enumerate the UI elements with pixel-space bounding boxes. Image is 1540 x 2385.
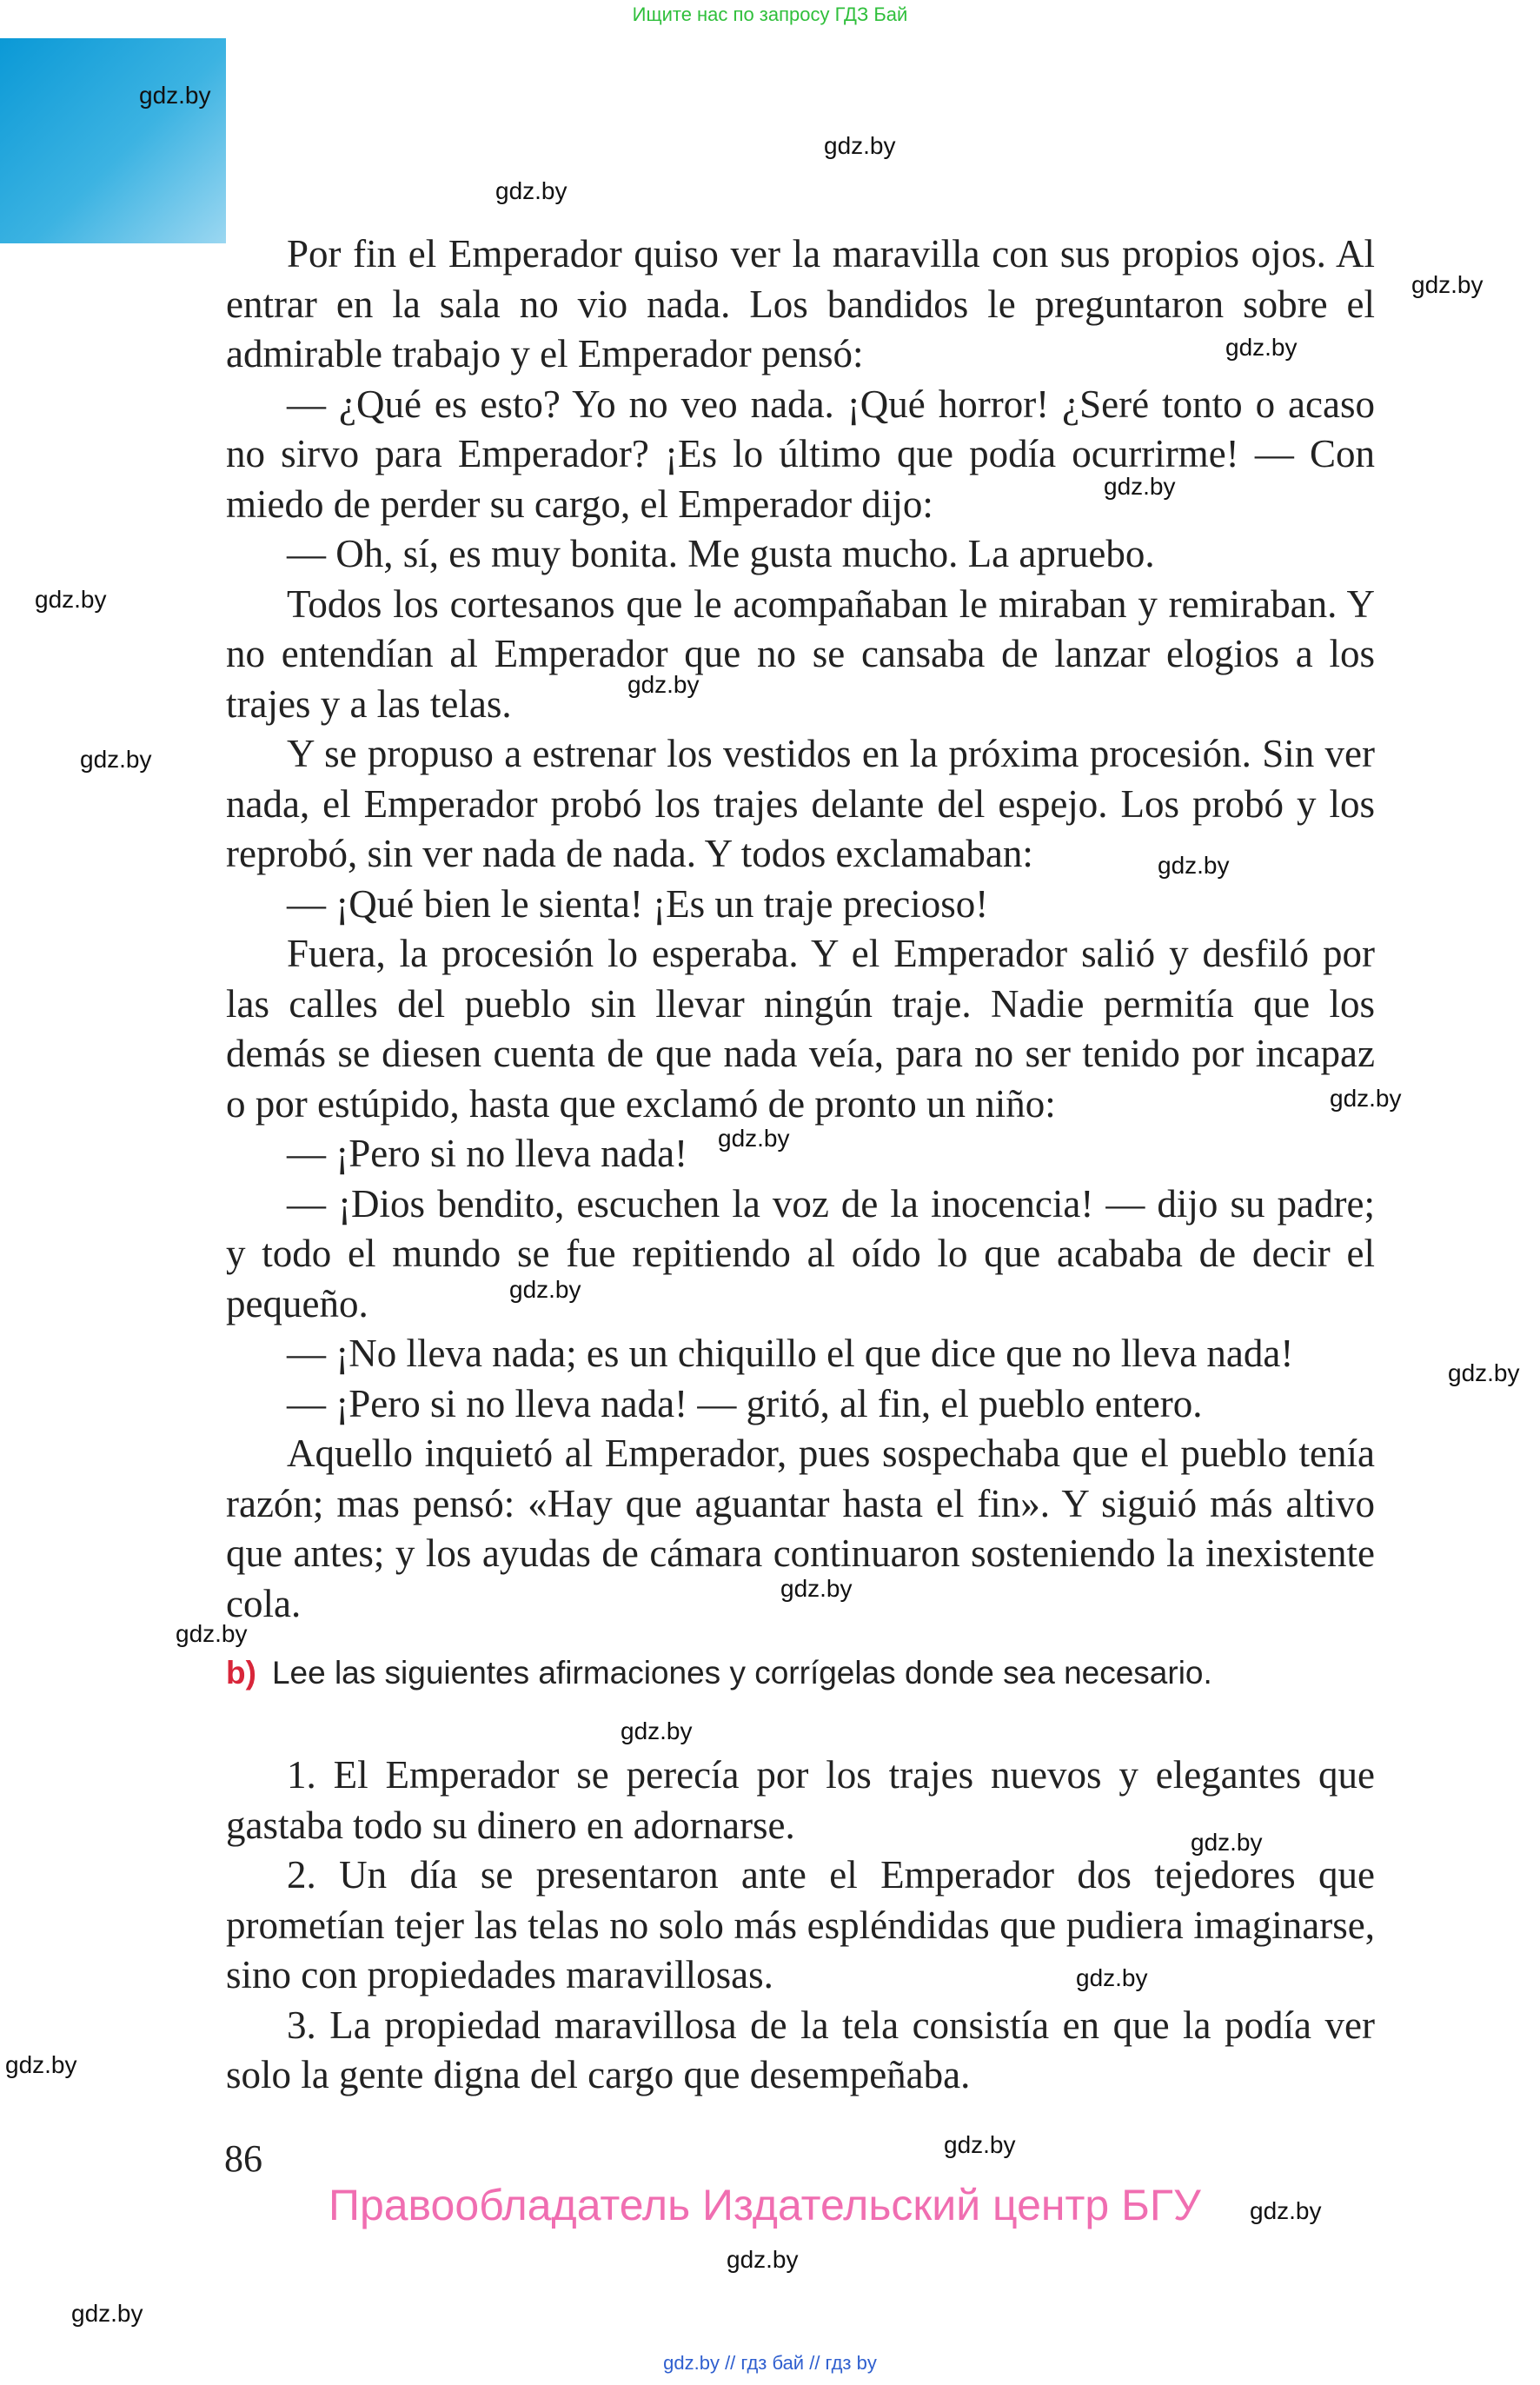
watermark: gdz.by bbox=[1191, 1829, 1263, 1856]
paragraph: — Oh, sí, es muy bonita. Me gusta mucho. La apruebo. bbox=[287, 532, 1155, 575]
paragraph: Por fin el Emperador quiso ver la maravilla con sus propios ojos. Al entrar en la sala no vio nada. Los bandidos le preguntaron sobre el admirable trabajo y el Emperador pensó: bbox=[226, 232, 1375, 375]
watermark: gdz.by bbox=[1448, 1359, 1520, 1386]
rights-holder: Правообладатель Издательский центр БГУ bbox=[329, 2181, 1201, 2229]
watermark: gdz.by bbox=[1076, 1964, 1148, 1991]
watermark: gdz.by bbox=[1158, 852, 1230, 879]
task-letter: b) bbox=[226, 1655, 256, 1691]
paragraph: Fuera, la procesión lo esperaba. Y el Emperador salió y desfiló por las calles del pueblo sin llevar ningún traje. Nadie permitía que los demás se diesen cuenta de que nada veía, para no ser tenido por incapaz o por estúpido, hasta que exclamó de pronto un niño: bbox=[226, 932, 1375, 1126]
story-text bbox=[226, 229, 1375, 1629]
watermark: gdz.by bbox=[780, 1575, 853, 1602]
paragraph: — ¡No lleva nada; es un chiquillo el que dice que no lleva nada! bbox=[287, 1332, 1294, 1375]
watermark: gdz.by bbox=[139, 82, 211, 109]
watermark: gdz.by bbox=[509, 1276, 581, 1303]
watermark: gdz.by bbox=[1330, 1085, 1402, 1112]
paragraph: Y se propuso a estrenar los vestidos en la próxima procesión. Sin ver nada, el Emperador probó los trajes delante del espejo. Los probó y los reprobó, sin ver nada de nada. Y todos exclamaban: bbox=[226, 732, 1375, 875]
header-note: Ищите нас по запросу ГДЗ Бай bbox=[632, 3, 908, 25]
watermark: gdz.by bbox=[944, 2131, 1016, 2158]
paragraph: — ¡Pero si no lleva nada! — gritó, al fin, el pueblo entero. bbox=[287, 1381, 1203, 1425]
watermark: gdz.by bbox=[727, 2246, 799, 2273]
statement-item: 2. Un día se presentaron ante el Emperador dos tejedores que prometían tejer las telas no solo más espléndidas que pudiera imaginarse, sino con propiedades maravillosas. bbox=[226, 1853, 1375, 1996]
paragraph: — ¡Dios bendito, escuchen la voz de la inocencia! — dijo su padre; y todo el mundo se fue repitiendo al oído lo que acababa de decir el pequeño. bbox=[226, 1181, 1375, 1325]
watermark: gdz.by bbox=[627, 671, 700, 698]
watermark: gdz.by bbox=[621, 1717, 693, 1744]
paragraph: — ¡Qué bien le sienta! ¡Es un traje precioso! bbox=[287, 881, 989, 926]
paragraph: Todos los cortesanos que le acompañaban le miraban y remiraban. Y no entendían al Emperador que no se cansaba de lanzar elogios a los trajes y a las telas. bbox=[226, 581, 1375, 726]
statement-item: 3. La propiedad maravillosa de la tela consistía en que la podía ver solo la gente digna del cargo que desempeñaba. bbox=[226, 2003, 1375, 2096]
watermark: gdz.by bbox=[1250, 2197, 1322, 2224]
paragraph: — ¿Qué es esto? Yo no veo nada. ¡Qué horror! ¿Seré tonto o acaso no sirvo para Emperador? ¡Es lo último que podía ocurrirme! — Con miedo de perder su cargo, el Emperador dijo: bbox=[226, 382, 1375, 526]
watermark: gdz.by bbox=[1225, 334, 1298, 361]
watermark: gdz.by bbox=[5, 2051, 77, 2078]
corner-decoration bbox=[0, 38, 226, 243]
task-instruction bbox=[226, 1655, 1391, 1691]
statements-list bbox=[226, 1751, 1375, 2101]
watermark: gdz.by bbox=[718, 1125, 790, 1152]
paragraph: — ¡Pero si no lleva nada! bbox=[287, 1132, 688, 1175]
task-text: Lee las siguientes afirmaciones y corrígelas donde sea necesario. bbox=[271, 1655, 1212, 1691]
watermark: gdz.by bbox=[1104, 473, 1176, 500]
page-number: 86 bbox=[224, 2137, 262, 2180]
watermark: gdz.by bbox=[495, 177, 568, 204]
watermark: gdz.by bbox=[80, 746, 152, 773]
watermark: gdz.by bbox=[35, 586, 107, 613]
footer-note: gdz.by // гдз бай // гдз by bbox=[663, 2352, 877, 2374]
watermark: gdz.by bbox=[824, 132, 896, 159]
paragraph: Aquello inquietó al Emperador, pues sospechaba que el pueblo tenía razón; mas pensó: «Hay que aguantar hasta el fin». Y siguió más altivo que antes; y los ayudas de cámara continuaron sosteniendo la inexistente cola. bbox=[226, 1432, 1375, 1625]
statement-item: 1. El Emperador se perecía por los trajes nuevos y elegantes que gastaba todo su dinero en adornarse. bbox=[226, 1753, 1375, 1847]
watermark: gdz.by bbox=[71, 2300, 143, 2327]
watermark: gdz.by bbox=[1411, 271, 1484, 298]
watermark: gdz.by bbox=[176, 1620, 248, 1647]
